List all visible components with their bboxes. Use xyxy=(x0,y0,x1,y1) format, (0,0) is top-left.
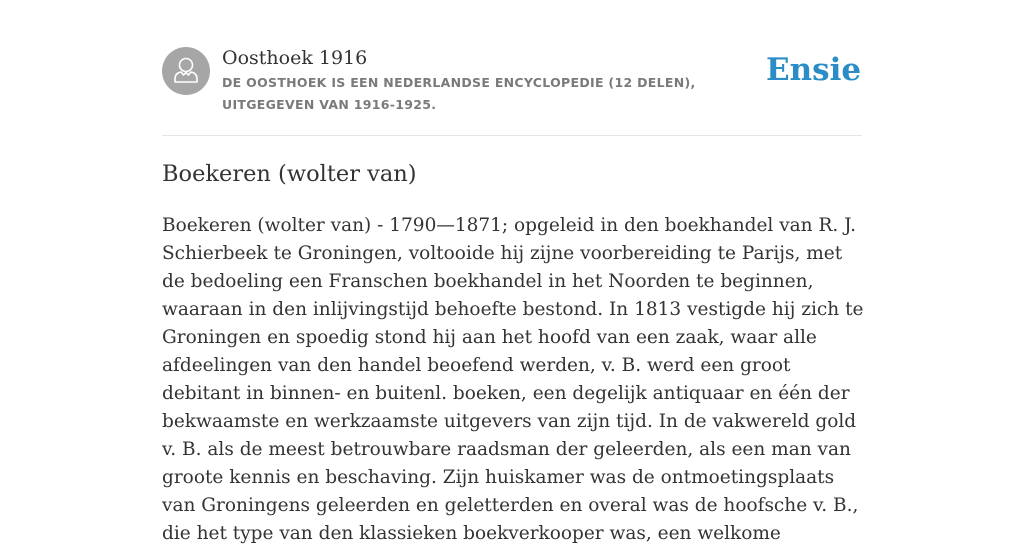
ensie-logo[interactable]: Ensie xyxy=(766,52,862,88)
article-body: Boekeren (wolter van) - 1790—1871; opgeleid in den boekhandel van R. J. Schierbeek te Groningen, voltooide hij zijne voorbereiding te Parijs, met de bedoeling een Franschen boekhandel in het Noorden te beginnen, waaraan in den inlijvingstijd behoefte bestond. In 1813 vestigde hij zich te Groningen en spoedig stond hij aan het hoofd van een zaak, waar alle afdeelingen van den handel beoefend werden, v. B. werd een groot debitant in binnen- en buitenl. boeken, een degelijk antiquaar en één der bekwaamste en werkzaamste uitgevers van zijn tijd. In de vakwereld gold v. B. als de meest betrouwbare raadsman der geleerden, als een man van groote kennis en beschaving. Zijn huiskamer was de ontmoetingsplaats van Groningens geleerden en geletterden en overal was de hoofsche v. B., die het type van den klassieken boekverkooper was, een welkome xyxy=(162,215,864,544)
source-header xyxy=(162,46,862,116)
article-title: Boekeren (wolter van) xyxy=(162,161,417,187)
user-avatar-icon[interactable] xyxy=(162,47,210,95)
header-divider xyxy=(162,135,862,136)
source-title[interactable]: Oosthoek 1916 xyxy=(222,47,368,69)
source-description: DE OOSTHOEK IS EEN NEDERLANDSE ENCYCLOPEDIE (12 DELEN), UITGEGEVEN VAN 1916-1925. xyxy=(222,75,696,112)
